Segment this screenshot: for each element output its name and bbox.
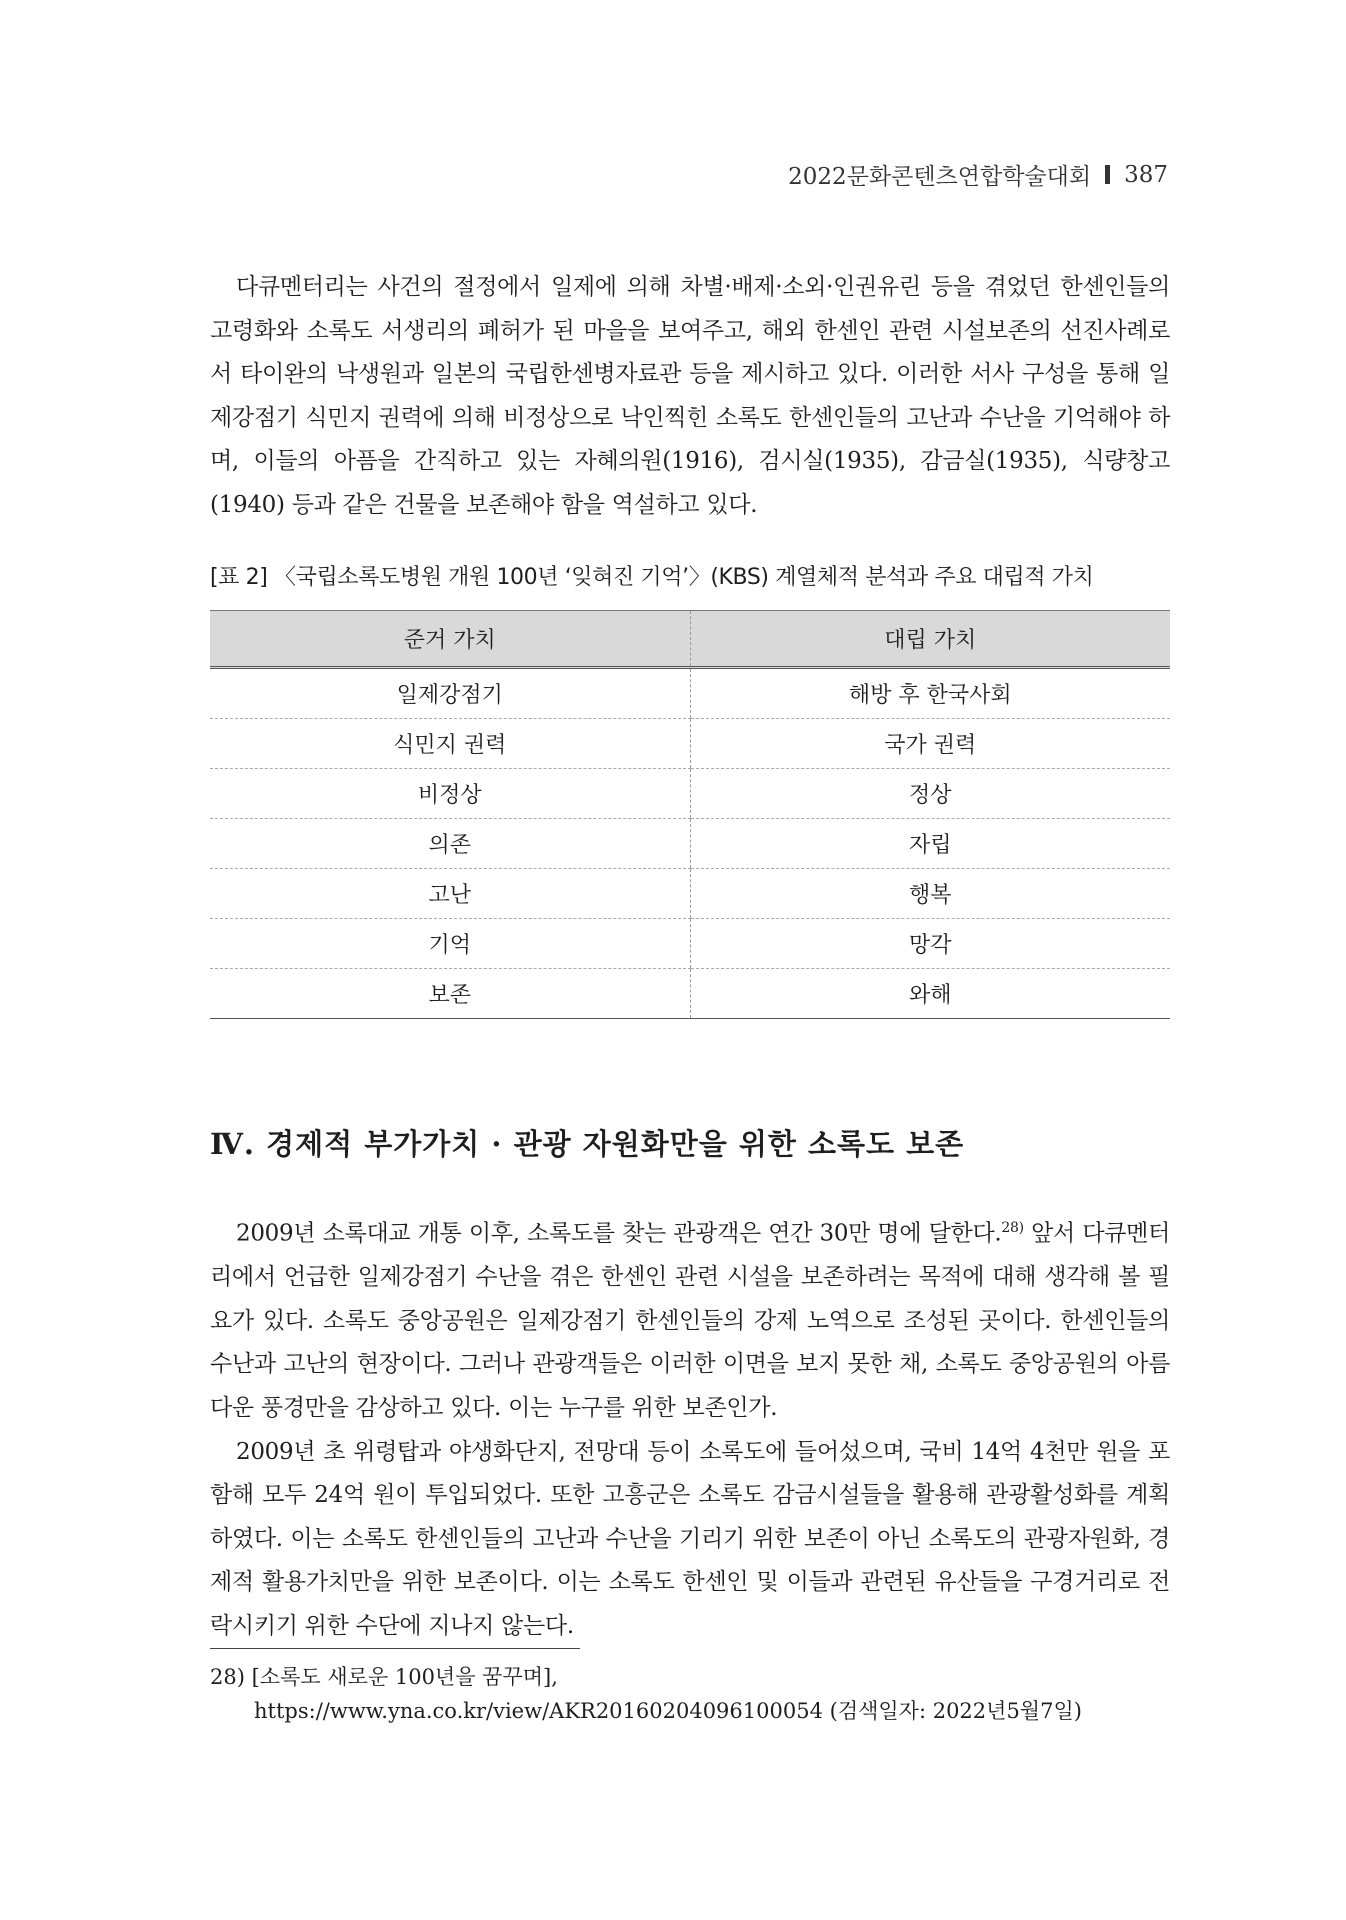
- paragraph-text: 앞서 다큐멘터리에서 언급한 일제강점기 수난을 겪은 한센인 관련 시설을 보존하려는 목적에 대해 생각해 볼 필요가 있다. 소록도 중앙공원은 일제강점기 한센인들의 강제 노역으로 조성된 곳이다. 한센인들의 수난과 고난의 현장이다. 그러나 관광객들은 이러한 이면을 보지 못한 채, 소록도 중앙공원의 아름다운 풍경만을 감상하고 있다. 이는 누구를 위한 보존인가.: [210, 1220, 1171, 1422]
- body-paragraph: [210, 1207, 1170, 1431]
- table-cell: 국가 권력: [690, 719, 1170, 769]
- table-cell: 고난: [210, 869, 690, 919]
- section-body: [210, 1207, 1170, 1649]
- header-separator: [1105, 165, 1110, 184]
- column-header: 대립 가치: [690, 611, 1170, 668]
- column-header: 준거 가치: [210, 611, 690, 668]
- table-cell: 행복: [690, 869, 1170, 919]
- footnote-label: 28) [소록도 새로운 100년을 꿈꾸며],: [210, 1665, 558, 1689]
- values-table: [210, 610, 1170, 1019]
- table-cell: 기억: [210, 919, 690, 969]
- table-row: [210, 869, 1170, 919]
- footnote-divider: [210, 1648, 580, 1649]
- table-row: [210, 819, 1170, 869]
- table-cell: 식민지 권력: [210, 719, 690, 769]
- section-heading: Ⅳ. 경제적 부가가치 · 관광 자원화만을 위한 소록도 보존: [210, 1127, 965, 1161]
- table-header-row: [210, 611, 1170, 668]
- table-cell: 일제강점기: [210, 668, 690, 719]
- table-cell: 정상: [690, 769, 1170, 819]
- table-cell: 해방 후 한국사회: [690, 668, 1170, 719]
- table-row: [210, 919, 1170, 969]
- table-cell: 비정상: [210, 769, 690, 819]
- table-row: [210, 769, 1170, 819]
- table-row: [210, 719, 1170, 769]
- table-cell: 망각: [690, 919, 1170, 969]
- footnote: [210, 1660, 1170, 1728]
- header-title: 2022문화콘텐츠연합학술대회: [788, 164, 1092, 190]
- page-number: 387: [1124, 161, 1168, 188]
- table-row: [210, 668, 1170, 719]
- table-caption: [표 2] 〈국립소록도병원 개원 100년 ‘잊혀진 기억’〉(KBS) 계열체적 분석과 주요 대립적 가치: [210, 565, 1094, 590]
- footnote-reference[interactable]: 28): [1001, 1220, 1024, 1236]
- table-cell: 자립: [690, 819, 1170, 869]
- body-paragraph: 2009년 초 위령탑과 야생화단지, 전망대 등이 소록도에 들어섰으며, 국비 14억 4천만 원을 포함해 모두 24억 원이 투입되었다. 또한 고흥군은 소록도 감금시설들을 활용해 관광활성화를 계획하였다. 이는 소록도 한센인들의 고난과 수난을 기리기 위한 보존이 아닌 소록도의 관광자원화, 경제적 활용가치만을 위한 보존이다. 이는 소록도 한센인 및 이들과 관련된 유산들을 구경거리로 전락시키기 위한 수단에 지나지 않는다.: [210, 1438, 1170, 1639]
- table-cell: 의존: [210, 819, 690, 869]
- table-row: [210, 969, 1170, 1019]
- running-header: [788, 158, 1168, 191]
- table-cell: 와해: [690, 969, 1170, 1019]
- footnote-url[interactable]: https://www.yna.co.kr/view/AKR20160204096100054 (검색일자: 2022년5월7일): [254, 1699, 1082, 1723]
- table-cell: 보존: [210, 969, 690, 1019]
- intro-paragraph: 다큐멘터리는 사건의 절정에서 일제에 의해 차별·배제·소외·인권유린 등을 겪었던 한센인들의 고령화와 소록도 서생리의 폐허가 된 마을을 보여주고, 해외 한센인 관련 시설보존의 선진사례로서 타이완의 낙생원과 일본의 국립한센병자료관 등을 제시하고 있다. 이러한 서사 구성을 통해 일제강점기 식민지 권력에 의해 비정상으로 낙인찍힌 소록도 한센인들의 고난과 수난을 기억해야 하며, 이들의 아픔을 간직하고 있는 자혜의원(1916), 검시실(1935), 감금실(1935), 식량창고(1940) 등과 같은 건물을 보존해야 함을 역설하고 있다.: [210, 274, 1170, 518]
- paragraph-text: 2009년 소록대교 개통 이후, 소록도를 찾는 관광객은 연간 30만 명에 달한다.: [236, 1220, 1002, 1247]
